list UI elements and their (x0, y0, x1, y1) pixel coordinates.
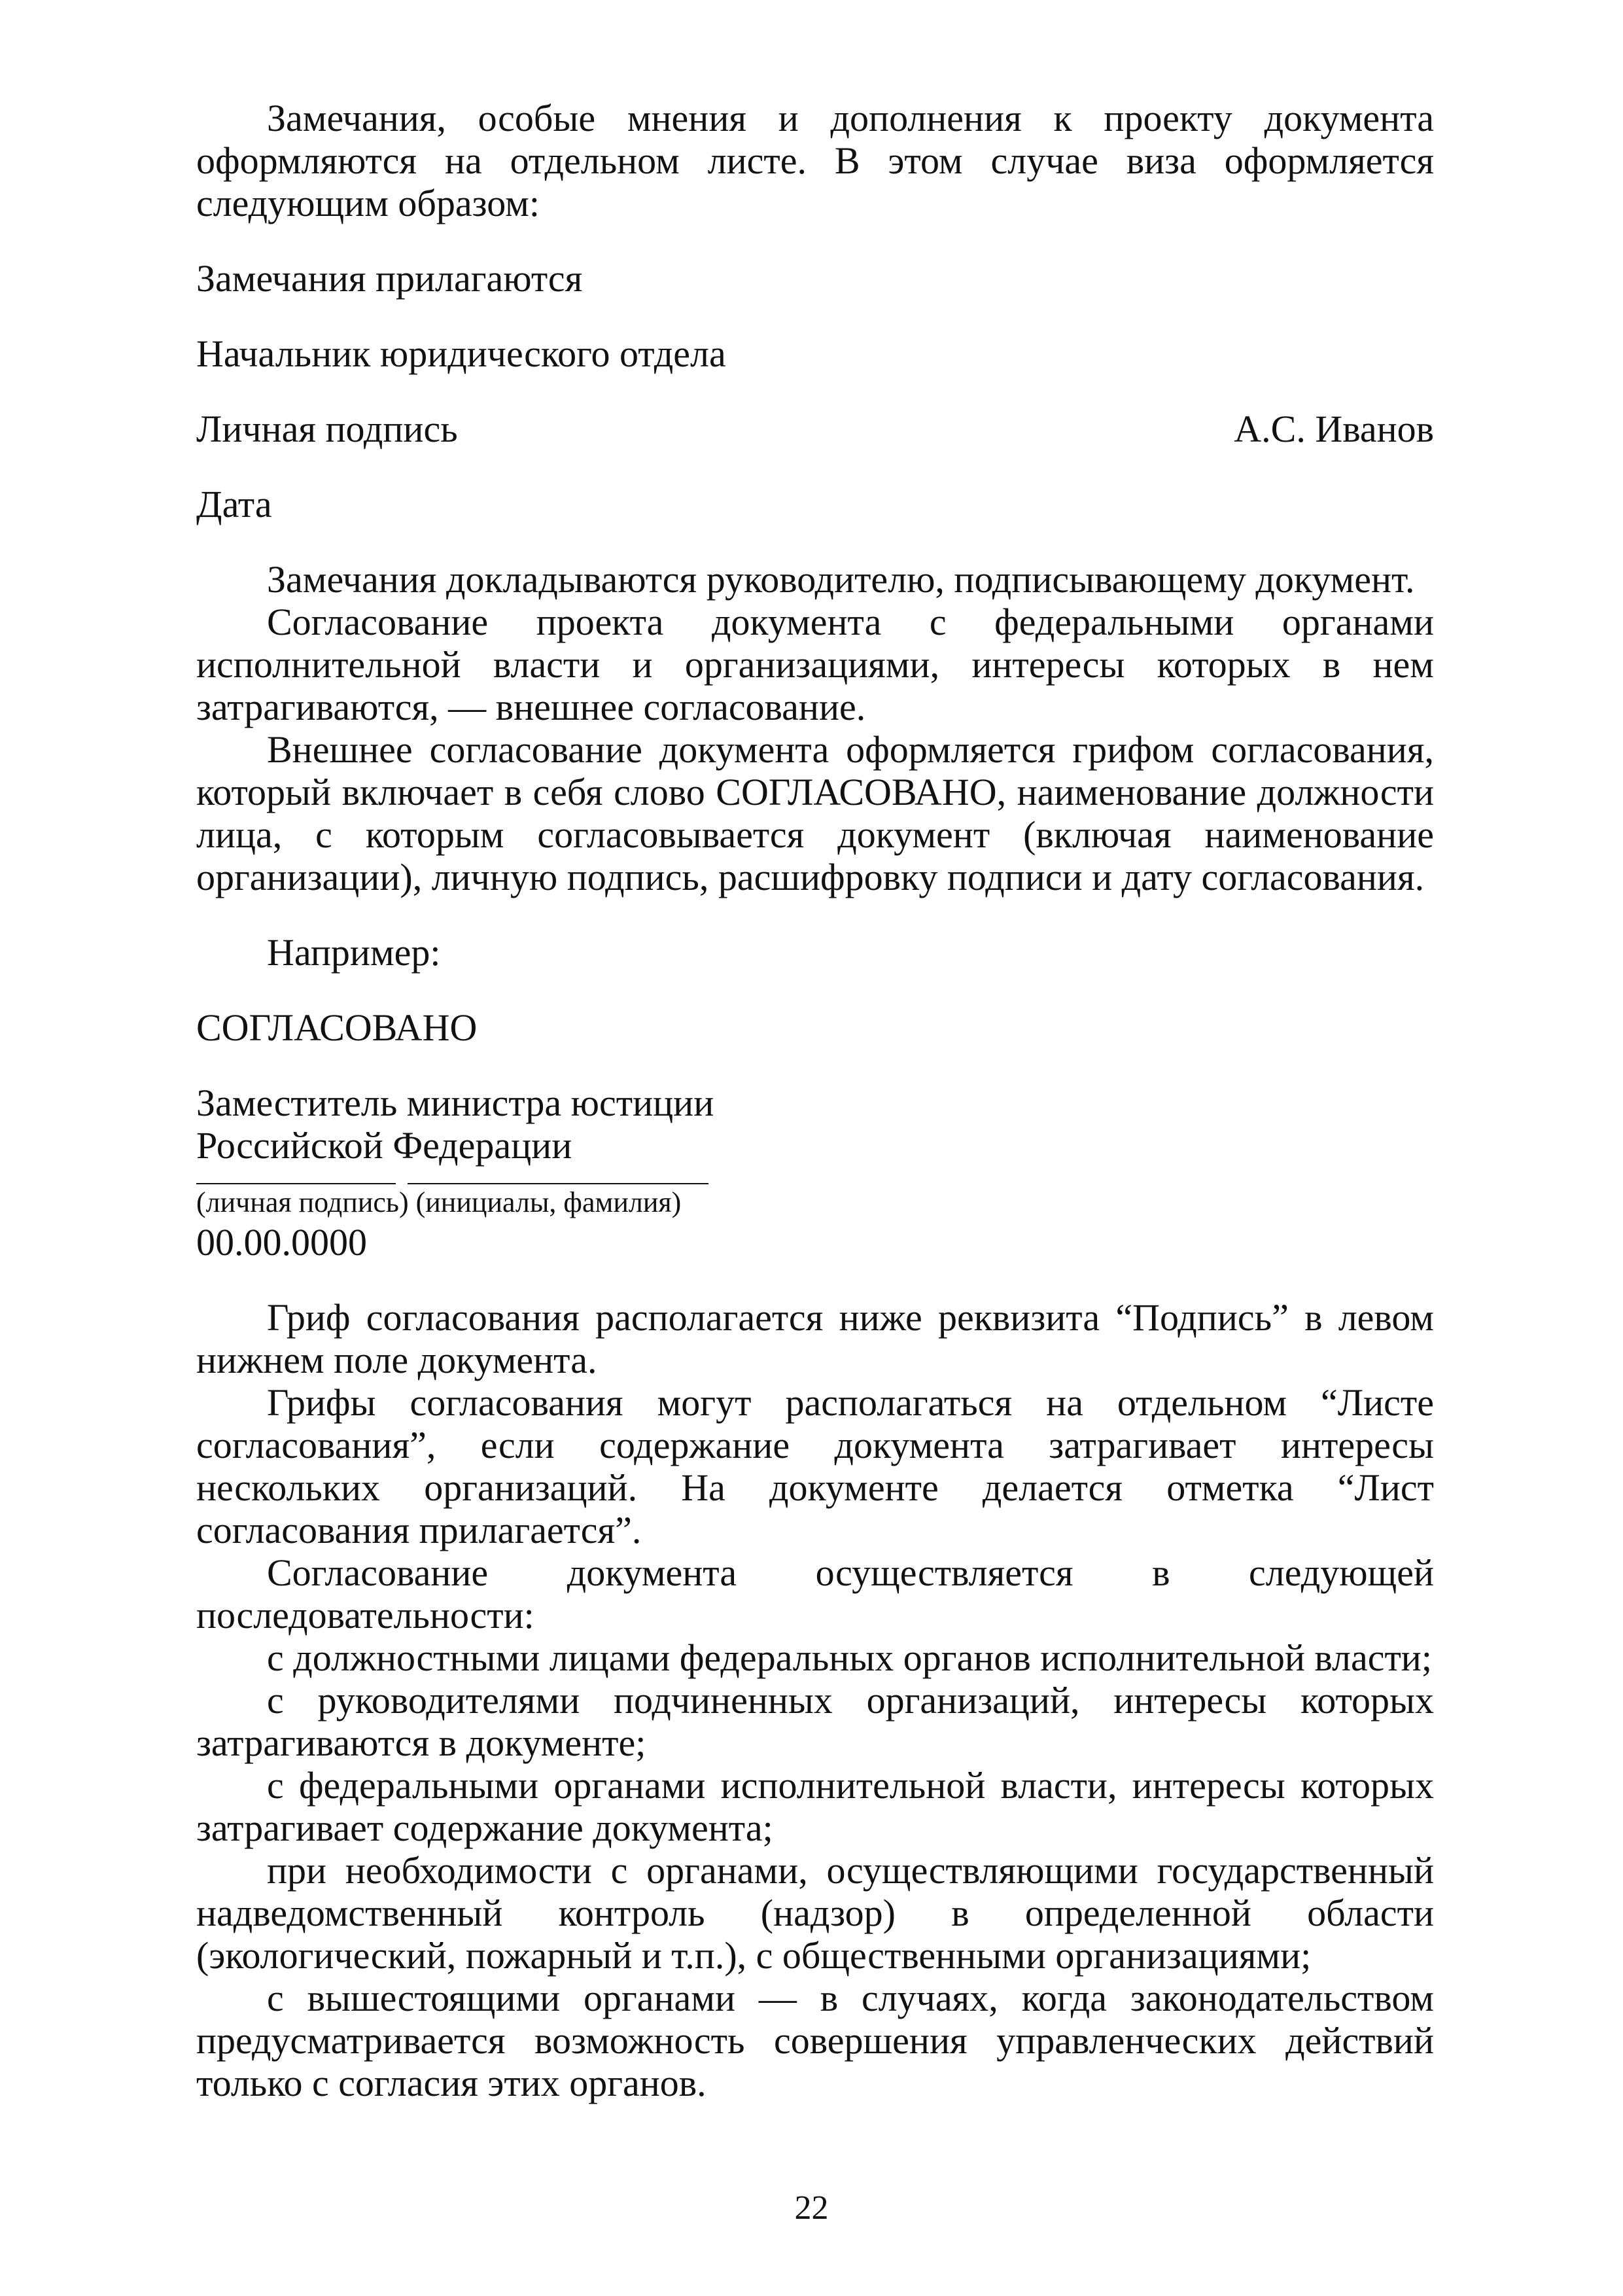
paragraph-sequence: Согласование документа осуществляется в следующей последовательности: (196, 1551, 1434, 1636)
list-item: с федеральными органами исполнительной власти, интересы которых затрагивает содержание документа; (196, 1764, 1434, 1849)
example-label: Например: (267, 931, 441, 974)
paragraph-approval-stamp: Внешнее согласование документа оформляется грифом согласования, который включает в себя слово СОГЛАСОВАНО, наименование должности лица, с которым согласовывается документ (включая наименование организации), личную подпись, расшифровку подписи и дату согласования. (196, 728, 1434, 898)
paragraph-approval-sheet: Грифы согласования могут располагаться на отдельном “Листе согласования”, если содержание документа затрагивает интересы нескольких организаций. На документе делается отметка “Лист согласования прилагается”. (196, 1381, 1434, 1551)
paragraph-external-approval: Согласование проекта документа с федеральными органами исполнительной власти и организациями, интересы которых в нем затрагиваются, — внешнее согласование. (196, 601, 1434, 728)
grif-position-line2: Российской Федерации (196, 1124, 572, 1167)
visa-position: Начальник юридического отдела (196, 332, 726, 375)
grif-position-line1: Заместитель министра юстиции (196, 1082, 714, 1124)
visa-signer: А.С. Иванов (1234, 408, 1434, 450)
paragraph-remarks-format: Замечания, особые мнения и дополнения к проекту документа оформляются на отдельном листе. В этом случае виза оформляется следующим образом: (196, 97, 1434, 224)
page-number: 22 (794, 2189, 829, 2227)
visa-remarks: Замечания прилагаются (196, 257, 583, 300)
visa-signature-row (196, 408, 1434, 450)
grif-date: 00.00.0000 (196, 1221, 367, 1263)
list-item: с руководителями подчиненных организаций, интересы которых затрагиваются в документе; (196, 1679, 1434, 1764)
list-item: с должностными лицами федеральных органов исполнительной власти; (267, 1636, 1432, 1679)
visa-signature-label: Личная подпись (196, 408, 458, 450)
list-item: при необходимости с органами, осуществляющими государственный надведомственный контроль (надзор) в определенной области (экологический, пожарный и т.п.), с общественными организациями; (196, 1849, 1434, 1977)
grif-block (196, 1082, 752, 1263)
body-text (196, 97, 1434, 2104)
paragraph-remarks-report: Замечания докладываются руководителю, подписывающему документ. (267, 558, 1415, 601)
signature-caption: (личная подпись) (инициалы, фамилия) (196, 1186, 682, 1218)
paragraph-stamp-location: Гриф согласования располагается ниже реквизита “Подпись” в левом нижнем поле документа. (196, 1296, 1434, 1381)
list-item: с вышестоящими органами — в случаях, когда законодательством предусматривается возможность совершения управленческих действий только с согласия этих органов. (196, 1977, 1434, 2104)
grif-title: СОГЛАСОВАНО (196, 1006, 478, 1049)
visa-date-label: Дата (196, 483, 272, 525)
